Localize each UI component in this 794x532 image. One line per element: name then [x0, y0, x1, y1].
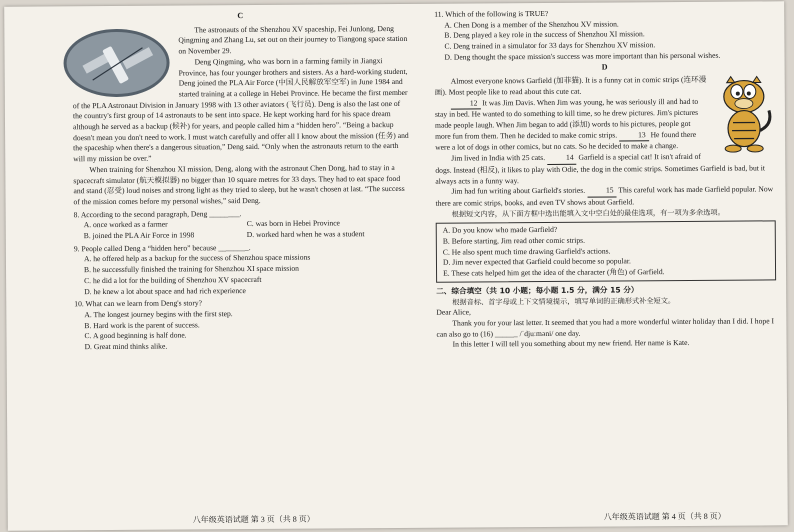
q11-option-a: A. Chen Dong is a member of the Shenzhou XV mission.	[444, 19, 619, 30]
q8-option-c: C. was born in Hebei Province	[246, 218, 340, 229]
letter-line-2: In this letter I will tell you something about my new friend. Her name is Kate.	[452, 338, 690, 349]
exam-sheet	[4, 1, 788, 530]
blank-15[interactable]: 15	[587, 186, 617, 198]
passage-d-para-2a: Jim lived in India with 25 cats.	[451, 153, 548, 163]
part-2-heading: 二、综合填空（共 10 小题；每小题 1.5 分，满分 15 分）	[436, 285, 639, 296]
question-8-options-row2	[74, 229, 410, 242]
q10-option-c: C. A good beginning is half done.	[84, 330, 187, 341]
q8-option-b: B. joined the PLA Air Force in 1998	[83, 230, 195, 241]
passage-d-para-3	[435, 185, 775, 210]
q8-option-d: D. worked hard when he was a student	[246, 229, 365, 240]
letter-salutation: Dear Alice,	[436, 307, 471, 318]
blank-12[interactable]: 12	[451, 98, 481, 110]
q9-option-c: C. he did a lot for the building of Shenzhou XV spacecraft	[84, 274, 262, 286]
letter-line-1: Thank you for your last letter. It seemed that you had a more wonderful winter holiday than I did. I hope I can also go to (16) ______ /ˈdjuːməni/ one day.	[436, 316, 775, 339]
page-3-footer: 八年级英语试题 第 3 页（共 8 页）	[192, 514, 315, 525]
passage-d-para-3b: This careful work has made Garfield popular. Now there are comic strips, books, and even TV shows about Garfield.	[435, 184, 774, 208]
section-d-heading: D	[601, 62, 608, 72]
box-option-a: A. Do you know who made Garfield?	[442, 225, 558, 236]
passage-c-para-1: The astronauts of the Shenzhou XV spaceship, Fei Junlong, Deng Qingming and Zhang Lu, set out on their journey to Tiangong space station on November 29.	[178, 23, 408, 56]
passage-d-para-1a: Almost everyone knows Garfield (加菲猫). It is a funny cat in comic strips (连环漫画). Most people like to read about this cute cat.	[434, 75, 707, 97]
passage-d-para-1c: He found there were a lot of dogs in other comics, but no cats. So he decided to make a change.	[435, 129, 697, 153]
q10-option-d: D. Great mind thinks alike.	[84, 341, 168, 352]
q10-option-a: A. The longest journey begins with the first step.	[84, 309, 233, 320]
box-option-d: D. Jim never expected that Garfield could become so popular.	[442, 256, 631, 268]
page-4-footer: 八年级英语试题 第 4 页（共 8 页）	[603, 511, 726, 522]
question-8: 8. According to the second paragraph, Deng ________.	[73, 208, 242, 219]
q11-option-d: D. Deng thought the space mission's success was more important than his personal wishes.	[444, 50, 721, 62]
q11-option-c: C. Deng trained in a simulator for 33 days for Shenzhou XV mission.	[444, 40, 656, 51]
question-10: 10. What can we learn from Deng's story?	[74, 298, 203, 309]
passage-c-para-3: When training for Shenzhou XI mission, Deng, along with the astronaut Chen Dong, had to stay in a spacecraft simulator (航天模拟器) no bigger than 10 square metres for 33 days. They had to eat space food and stand (忍受) loud noises and strong light as they tried to sleep, but he wasn't chosen at last. “The success of the mission comes before my personal wishes,” said Deng.	[73, 162, 405, 207]
passage-c-para-2: Deng Qingming, who was born in a farming family in Jiangxi Province, has four younger brothers and sisters. As a hard-working student, Deng joined the PLA Air Force (中国人民解放军空军) in June 1984 and started training at a college in Hebei Province. He became the first member of the PLA Astronaut Division in January 1998 with 13 other aviators (飞行员). Deng is also the last one of the country's first group of 14 astronauts to be sent into space. He kept working hard for his space dream although he served as a backup (候补) for years, and people called him a “hidden hero”. “Being a backup doesn't mean you don't need to work. I must watch carefully and offer all I know about the mission (任务) and the spaceship when there's a dangerous situation,” Deng said. “Only when the astronauts return to the earth will my mission be over.”	[72, 55, 409, 164]
passage-d-para-3a: Jim had fun writing about Garfield's stories.	[451, 185, 588, 196]
garfield-cartoon	[713, 75, 776, 153]
question-11: 11. Which of the following is TRUE?	[434, 8, 549, 19]
right-page	[434, 7, 776, 350]
options-box	[436, 221, 776, 283]
q10-option-b: B. Hard work is the parent of success.	[84, 320, 200, 330]
part-2-instructions: 根据音标、首字母或上下文情境提示，填写单词的正确形式补全短文。	[452, 295, 676, 307]
q9-option-b: B. he successfully finished the training for Shenzhou XI space mission	[83, 263, 299, 275]
q11-option-b: B. Deng played a key role in the success of Shenzhou XI mission.	[444, 29, 645, 41]
blank-14[interactable]: 14	[547, 153, 577, 165]
q9-option-d: D. he knew a lot about space and had rich experience	[84, 285, 246, 296]
section-c-heading: C	[237, 11, 244, 21]
q9-option-a: A. he offered help as a backup for the success of Shenzhou space missions	[83, 253, 311, 264]
box-option-e: E. These cats helped him get the idea of the character (角色) of Garfield.	[443, 267, 665, 278]
space-station-photo	[62, 27, 170, 98]
passage-d-para-2	[435, 151, 775, 186]
passage-d-para-2b: Garfield is a special cat! It isn't afraid of dogs. Instead (相反), it likes to play with Odie, the dog in the comic strips. Sometimes Garfield is bad, but it always acts in a funny way.	[435, 152, 766, 186]
left-page	[72, 10, 410, 353]
blank-13[interactable]: 13	[619, 130, 649, 142]
box-option-c: C. He also spent much time drawing Garfield's actions.	[442, 246, 611, 257]
passage-d-para-1b: It was Jim Davis. When Jim was young, he was seriously ill and had to stay in bed. He wanted to do something to kill time, so he drew pictures. Jim's pictures made people laugh. When Jim began to add (添加) words to his pictures, people got more fun from them. Then he decided to make comic strips.	[434, 96, 699, 141]
q8-option-a: A. once worked as a farmer	[83, 219, 168, 230]
question-9: 9. People called Deng a “hidden hero” because ________.	[73, 242, 251, 254]
box-option-b: B. Before starting, Jim read other comic strips.	[442, 235, 585, 246]
section-d-instructions: 根据短文内容，从下面方框中选出能填入文中空白处的最佳选项，有一项为多余选项。	[451, 207, 725, 219]
